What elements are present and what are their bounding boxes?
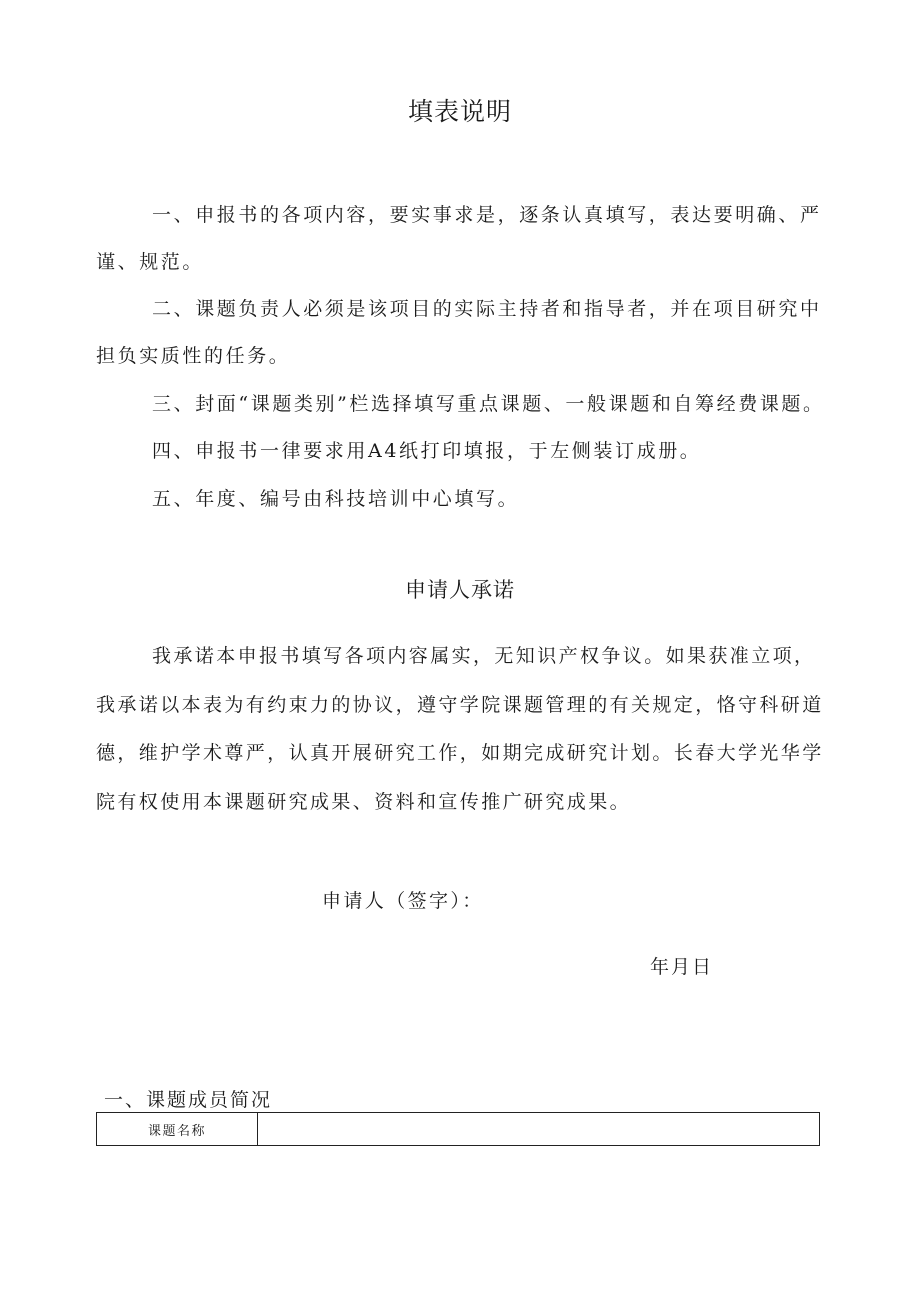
project-name-label: 课题名称: [97, 1113, 258, 1146]
project-name-field[interactable]: [258, 1113, 820, 1146]
instruction-1: 一、申报书的各项内容，要实事求是，逐条认真填写，表达要明确、严谨、规范。: [96, 204, 822, 273]
instruction-2: 二、课题负责人必须是该项目的实际主持者和指导者，并在项目研究中担负实质性的任务。: [96, 298, 822, 367]
members-table: [96, 1112, 820, 1146]
instruction-3: 三、封面“课题类别”栏选择填写重点课题、一般课题和自筹经费课题。: [152, 393, 825, 415]
table-row: [97, 1113, 820, 1146]
signature-label: 申请人（签字）：: [322, 890, 484, 912]
members-section-heading: 一、课题成员简况: [104, 1089, 273, 1111]
instruction-4: 四、申报书一律要求用A4纸打印填报，于左侧装订成册。: [152, 440, 702, 462]
promise-title: 申请人承诺: [405, 578, 515, 602]
date-label: 年月日: [650, 956, 714, 978]
promise-text: 我承诺本申报书填写各项内容属实，无知识产权争议。如果获准立项，我承诺以本表为有约束力的协议，遵守学院课题管理的有关规定，恪守科研道德，维护学术尊严，认真开展研究工作，如期完成研究计划。长春大学光华学院有权使用本课题研究成果、资料和宣传推广研究成果。: [96, 645, 824, 813]
instruction-5: 五、年度、编号由科技培训中心填写。: [152, 488, 520, 510]
page-title: 填表说明: [407, 97, 512, 126]
